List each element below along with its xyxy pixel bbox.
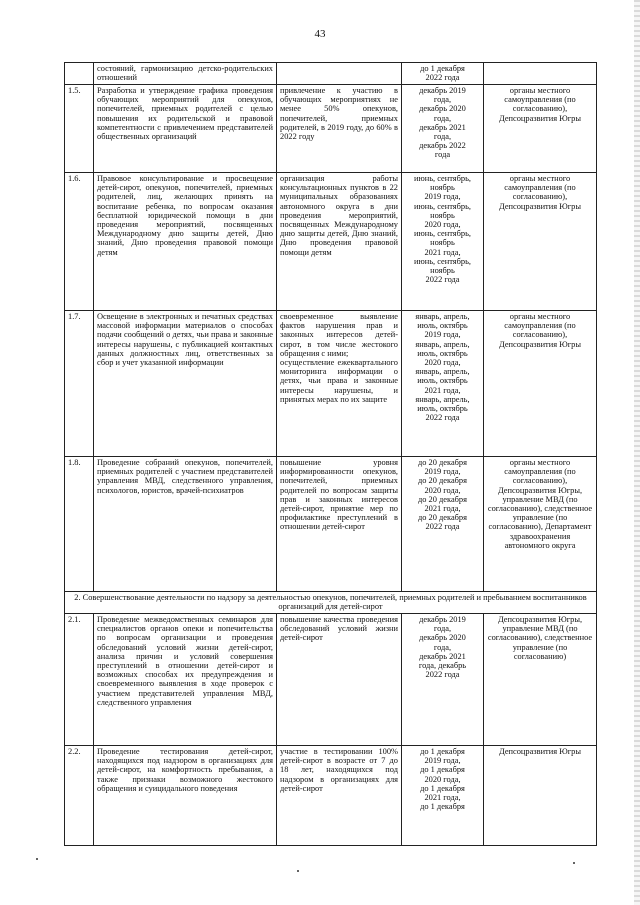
responsible-cell xyxy=(484,63,597,85)
date-cell: декабрь 2019 года, декабрь 2020 года, декабрь 2021 года, декабрь 2022 года xyxy=(402,85,484,173)
event-cell: Правовое консультирование и просвещение детей-сирот, опекунов, попечителей, приемных родителей, лиц, желающих принять на воспитание ребенка, по вопросам оказания бесплатной юридической помощи в дни проведения мероприятий, посвященных Международному дню защиты детей, Дню знаний, Дню проведения правовой помощи детям xyxy=(94,173,277,311)
responsible-cell: Депсоцразвития Югры, управление МВД (по согласованию), следственное управление (по согласованию) xyxy=(484,614,597,746)
date-cell: январь, апрель, июль, октябрь 2019 года, январь, апрель, июль, октябрь 2020 года, январь, апрель, июль, октябрь 2021 года, январь, апрель, июль, октябрь 2022 года xyxy=(402,311,484,457)
result-cell: повышение качества проведения обследований условий жизни детей-сирот xyxy=(277,614,402,746)
table-row xyxy=(65,614,597,746)
responsible-cell: органы местного самоуправления (по согласованию), Депсоцразвития Югры xyxy=(484,311,597,457)
event-cell: состояний, гармонизацию детско-родительских отношений xyxy=(94,63,277,85)
section-title: 2. Совершенствование деятельности по надзору за деятельностью опекунов, попечителей, приемных родителей и пребыванием воспитанников организаций для детей-сирот xyxy=(65,592,597,614)
row-number: 1.5. xyxy=(65,85,94,173)
event-cell: Освещение в электронных и печатных средствах массовой информации материалов о способах подачи сообщений о детях, чьи права и законные интересы нарушены, с публикацией контактных данных должностных лиц, ответственных за сбор и учет указанной информации xyxy=(94,311,277,457)
event-cell: Проведение тестирования детей-сирот, находящихся под надзором в организациях для детей-сирот, на комфортность пребывания, а также признаки возможного жестокого обращения и суицидального поведения xyxy=(94,746,277,846)
responsible-cell: Депсоцразвития Югры xyxy=(484,746,597,846)
scan-speck xyxy=(297,870,299,872)
date-cell: до 1 декабря 2022 года xyxy=(402,63,484,85)
result-cell: организация работы консультационных пунктов в 22 муниципальных образованиях автономного округа в дни проведения мероприятий, посвященных Международному дню защиты детей, Дню знаний, Дню проведения правовой помощи детям xyxy=(277,173,402,311)
date-cell: до 20 декабря 2019 года, до 20 декабря 2020 года, до 20 декабря 2021 года, до 20 декабря 2022 года xyxy=(402,457,484,592)
table-row xyxy=(65,311,597,457)
row-number xyxy=(65,63,94,85)
table-row xyxy=(65,746,597,846)
responsible-cell: органы местного самоуправления (по согласованию), Депсоцразвития Югры xyxy=(484,173,597,311)
event-cell: Проведение собраний опекунов, попечителей, приемных родителей с участием представителей управления МВД, следственного управления, психологов, юристов, врачей-психиатров xyxy=(94,457,277,592)
scan-speck xyxy=(36,858,38,860)
row-number: 1.6. xyxy=(65,173,94,311)
table-row xyxy=(65,457,597,592)
row-number: 1.8. xyxy=(65,457,94,592)
action-plan-table xyxy=(64,62,597,846)
responsible-cell: органы местного самоуправления (по согласованию), Депсоцразвития Югры, управление МВД (по согласованию), следственное управление (по согласованию), Департамент здравоохранения автономного округа xyxy=(484,457,597,592)
scan-speck xyxy=(573,862,575,864)
event-cell: Проведение межведомственных семинаров для специалистов органов опеки и попечительства по вопросам организации и проведения обследований условий жизни детей-сирот, анализа причин и условий совершения преступлений в отношении детей-сирот и возможных способах их предупреждения и своевременного выявления в ходе проверок с участием представителей управления МВД, следственного управления xyxy=(94,614,277,746)
result-cell: привлечение к участию в обучающих мероприятиях не менее 50% опекунов, попечителей, приемных родителей, в 2019 году, до 60% в 2022 году xyxy=(277,85,402,173)
table-row xyxy=(65,173,597,311)
date-cell: декабрь 2019 года, декабрь 2020 года, декабрь 2021 года, декабрь 2022 года xyxy=(402,614,484,746)
row-number: 2.2. xyxy=(65,746,94,846)
result-cell: участие в тестировании 100% детей-сирот в возрасте от 7 до 18 лет, находящихся под надзором в организациях для детей-сирот xyxy=(277,746,402,846)
date-cell: до 1 декабря 2019 года, до 1 декабря 2020 года, до 1 декабря 2021 года, до 1 декабря xyxy=(402,746,484,846)
section-header-row xyxy=(65,592,597,614)
scan-edge-decoration xyxy=(634,0,640,905)
responsible-cell: органы местного самоуправления (по согласованию), Депсоцразвития Югры xyxy=(484,85,597,173)
table-row xyxy=(65,63,597,85)
row-number: 2.1. xyxy=(65,614,94,746)
date-cell: июнь, сентябрь, ноябрь 2019 года, июнь, сентябрь, ноябрь 2020 года, июнь, сентябрь, ноябрь 2021 года, июнь, сентябрь, ноябрь 2022 года xyxy=(402,173,484,311)
result-cell: повышение уровня информированности опекунов, попечителей, приемных родителей по вопросам защиты прав и законных интересов детей-сирот, принятие мер по профилактике преступлений в отношении детей-сирот xyxy=(277,457,402,592)
result-cell xyxy=(277,63,402,85)
result-cell: своевременное выявление фактов нарушения прав и законных интересов детей-сирот, в том числе жестокого обращения с ними; осуществление ежеквартального мониторинга информации о детях, чьи права и законные интересы нарушены, и принятых мерах по их защите xyxy=(277,311,402,457)
row-number: 1.7. xyxy=(65,311,94,457)
event-cell: Разработка и утверждение графика проведения обучающих мероприятий для опекунов, попечителей, приемных родителей с целью повышения их родительской и правовой компетентности с привлечением представителей общественных организаций xyxy=(94,85,277,173)
table-row xyxy=(65,85,597,173)
page-number: 43 xyxy=(314,28,326,40)
